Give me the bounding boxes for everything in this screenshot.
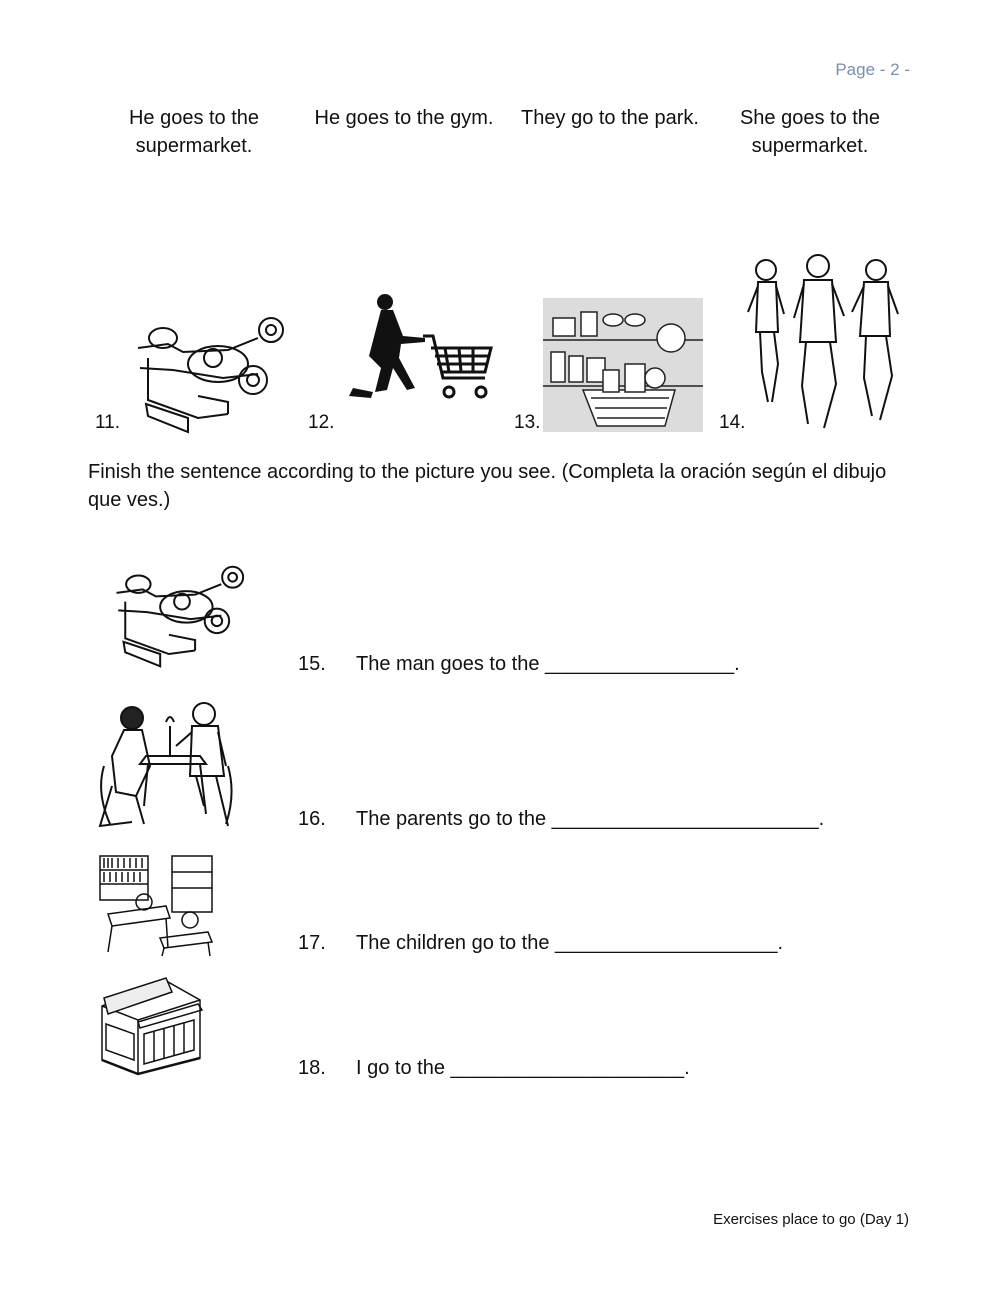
item-number-12: 12. (308, 412, 335, 433)
instructions-text: Finish the sentence according to the picture you see. (Completa la oración según el dibujo que ves.) (88, 461, 887, 511)
runners-image (748, 252, 908, 434)
question-number-18: 18. (298, 1057, 326, 1079)
question-number-15: 15. (298, 653, 326, 675)
question-number-16: 16. (298, 808, 326, 830)
weightlifter-image-small (96, 558, 268, 668)
library-image (96, 852, 216, 956)
weightlifter-image (128, 308, 298, 434)
question-text-15: The man goes to the _________________. (356, 653, 740, 675)
option-gym: He goes to the gym. (314, 107, 494, 129)
supermarket-shelves-image (543, 298, 703, 432)
item-number-14: 14. (719, 412, 746, 433)
question-text-18: I go to the _____________________. (356, 1057, 690, 1079)
page-number: Page - 2 - (835, 60, 910, 79)
option-supermarket-he: He goes to the supermarket. (128, 107, 260, 157)
question-number-17: 17. (298, 932, 326, 954)
footer-text: Exercises place to go (Day 1) (713, 1211, 909, 1228)
supermarket-building-image (98, 976, 204, 1076)
question-text-17: The children go to the ____________________. (356, 932, 784, 954)
question-text-16: The parents go to the ________________________. (356, 808, 825, 830)
item-number-13: 13. (514, 412, 541, 433)
option-supermarket-she: She goes to the supermarket. (739, 107, 881, 157)
woman-shopping-cart-image (345, 292, 495, 404)
couple-dining-image (96, 696, 236, 832)
option-park: They go to the park. (521, 107, 699, 129)
item-number-11: 11. (95, 412, 121, 433)
